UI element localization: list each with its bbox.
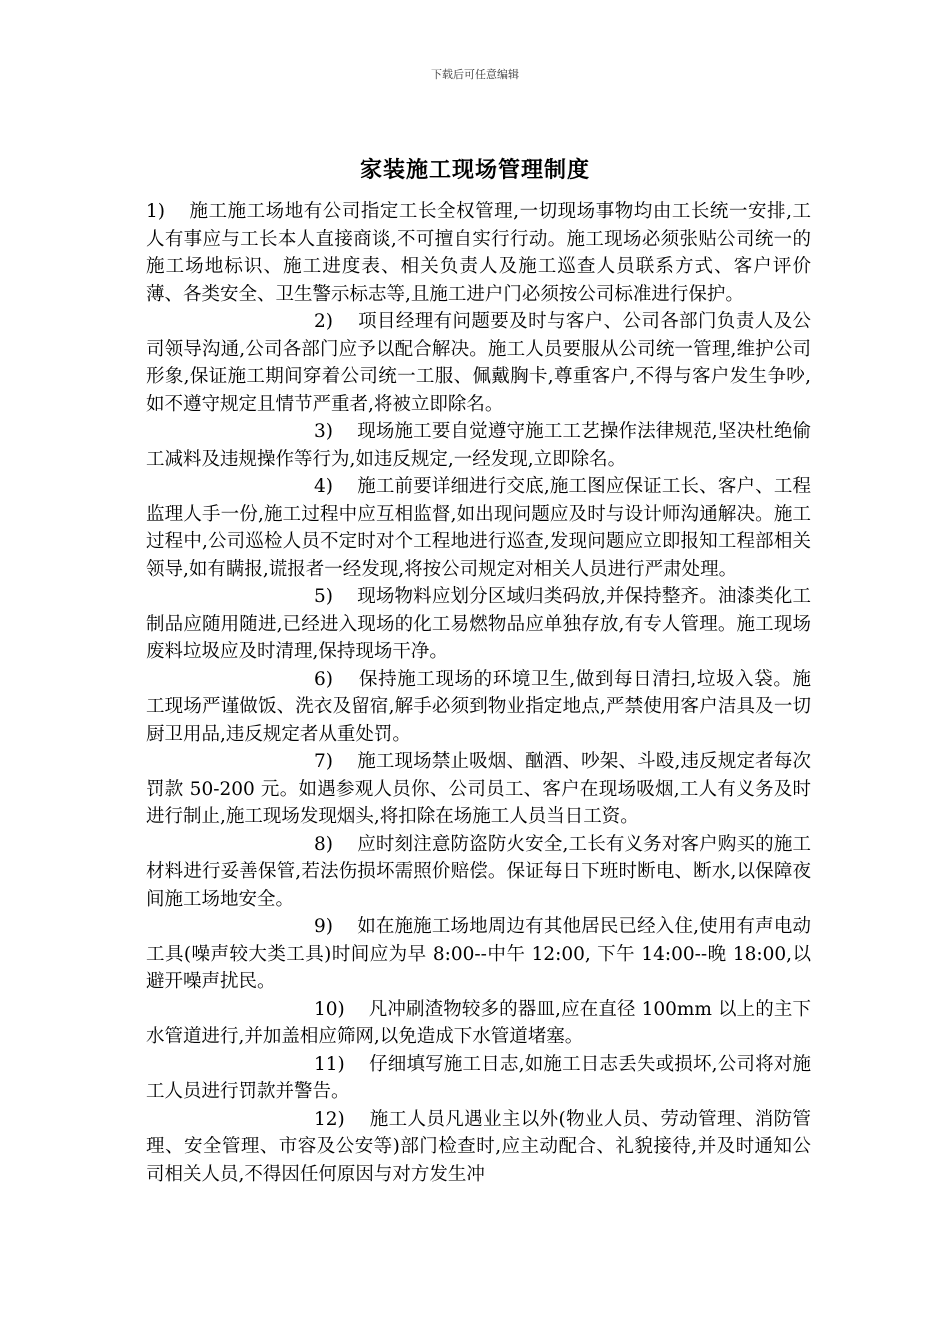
paragraph-1 bbox=[146, 198, 811, 308]
paragraph-text: 现场施工要自觉遵守施工工艺操作法律规范,坚决杜绝偷工减料及违规操作等行为,如违反规定,一经发现,立即除名。 bbox=[146, 421, 811, 470]
paragraph-text: 施工前要详细进行交底,施工图应保证工长、客户、工程监理人手一份,施工过程中应互相监督,如出现问题应及时与设计师沟通解决。施工过程中,公司巡检人员不定时对个工程地进行巡查,发现问题应立即报知工程部相关领导,如有瞒报,谎报者一经发现,将按公司规定对相关人员进行严肃处理。 bbox=[146, 476, 811, 580]
paragraph-number: 12) bbox=[314, 1108, 345, 1130]
paragraph-6 bbox=[146, 666, 811, 749]
paragraph-number: 7) bbox=[314, 751, 333, 772]
paragraph-number: 1) bbox=[146, 201, 165, 222]
paragraph-text: 施工现场禁止吸烟、酗酒、吵架、斗殴,违反规定者每次罚款 50-200 元。如遇参观人员你、公司员工、客户在现场吸烟,工人有义务及时进行制止,施工现场发现烟头,将扣除在场施工人员当日工资。 bbox=[146, 751, 811, 827]
paragraph-number: 9) bbox=[314, 916, 333, 937]
paragraph-number: 6) bbox=[314, 668, 333, 690]
paragraph-text: 现场物料应划分区域归类码放,并保持整齐。油漆类化工制品应随用随进,已经进入现场的化工易燃物品应单独存放,有专人管理。施工现场废料垃圾应及时清理,保持现场干净。 bbox=[146, 586, 811, 662]
paragraph-9 bbox=[146, 913, 811, 996]
paragraph-text: 保持施工现场的环境卫生,做到每日清扫,垃圾入袋。施工现场严谨做饭、洗衣及留宿,解手必须到物业指定地点,严禁使用客户洁具及一切厨卫用品,违反规定者从重处罚。 bbox=[146, 668, 811, 745]
paragraph-text: 施工施工场地有公司指定工长全权管理,一切现场事物均由工长统一安排,工人有事应与工长本人直接商谈,不可擅自实行行动。施工现场必须张贴公司统一的施工场地标识、施工进度表、相关负责人及施工巡查人员联系方式、客户评价薄、各类安全、卫生警示标志等,且施工进户门必须按公司标准进行保护。 bbox=[146, 201, 811, 305]
paragraph-number: 4) bbox=[314, 476, 333, 497]
paragraph-text: 凡冲刷渣物较多的器皿,应在直径 100mm 以上的主下水管道进行,并加盖相应筛网,以免造成下水管道堵塞。 bbox=[146, 998, 811, 1047]
paragraph-number: 3) bbox=[314, 421, 333, 442]
paragraph-text: 应时刻注意防盗防火安全,工长有义务对客户购买的施工材料进行妥善保管,若法伤损坏需照价赔偿。保证每日下班时断电、断水,以保障夜间施工场地安全。 bbox=[146, 833, 811, 910]
paragraph-text: 仔细填写施工日志,如施工日志丢失或损坏,公司将对施工人员进行罚款并警告。 bbox=[146, 1053, 812, 1102]
paragraph-number: 5) bbox=[314, 586, 333, 607]
document-body bbox=[146, 198, 811, 1188]
paragraph-text: 如在施施工场地周边有其他居民已经入住,使用有声电动工具(噪声较大类工具)时间应为早 8:00--中午 12:00, 下午 14:00--晚 18:00,以避开噪声扰民。 bbox=[146, 916, 811, 992]
paragraph-4 bbox=[146, 473, 811, 583]
header-note: 下载后可任意编辑 bbox=[431, 68, 519, 81]
paragraph-10 bbox=[146, 996, 811, 1051]
paragraph-7 bbox=[146, 748, 811, 831]
document-title: 家装施工现场管理制度 bbox=[359, 157, 590, 183]
paragraph-text: 项目经理有问题要及时与客户、公司各部门负责人及公司领导沟通,公司各部门应予以配合解决。施工人员要服从公司统一管理,维护公司形象,保证施工期间穿着公司统一工服、佩戴胸卡,尊重客户,不得与客户发生争吵,如不遵守规定且情节严重者,将被立即除名。 bbox=[146, 311, 811, 415]
paragraph-number: 2) bbox=[314, 311, 333, 332]
paragraph-text: 施工人员凡遇业主以外(物业人员、劳动管理、消防管理、安全管理、市容及公安等)部门检查时,应主动配合、礼貌接待,并及时通知公司相关人员,不得因任何原因与对方发生冲 bbox=[146, 1108, 811, 1185]
paragraph-5 bbox=[146, 583, 811, 666]
paragraph-12 bbox=[146, 1106, 811, 1189]
paragraph-11 bbox=[146, 1051, 811, 1106]
paragraph-2 bbox=[146, 308, 811, 418]
paragraph-number: 10) bbox=[314, 998, 345, 1020]
paragraph-3 bbox=[146, 418, 811, 473]
paragraph-number: 11) bbox=[314, 1053, 345, 1075]
paragraph-8 bbox=[146, 831, 811, 914]
paragraph-number: 8) bbox=[314, 833, 333, 855]
